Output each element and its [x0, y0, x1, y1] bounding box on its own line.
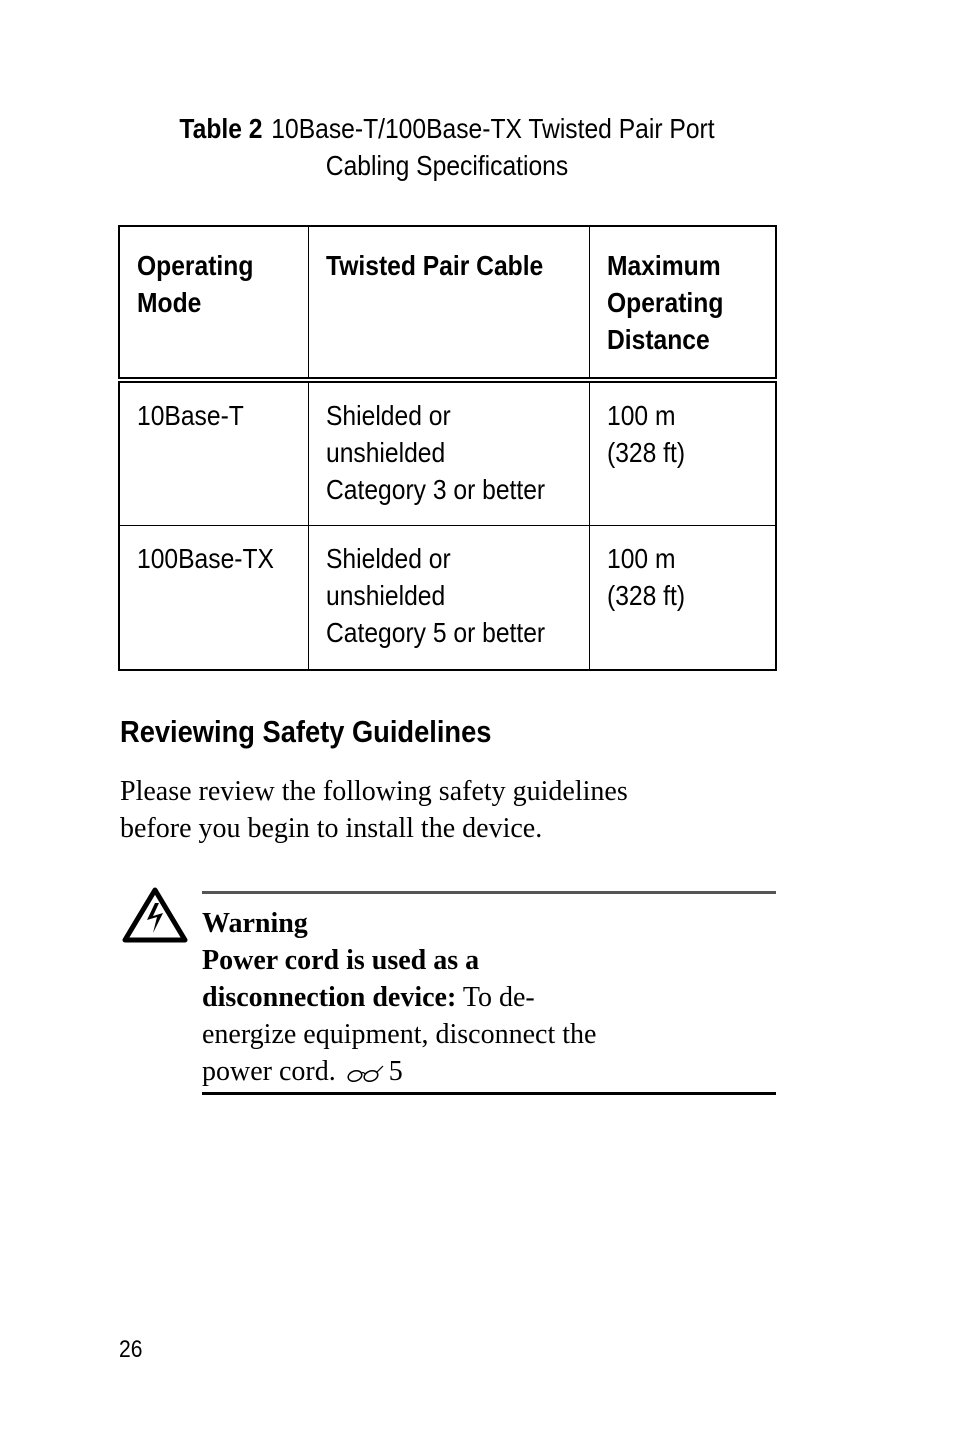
cell-mode: 10Base-T	[119, 380, 308, 525]
page-number: 26	[119, 1336, 143, 1363]
warning-lead-line-2: disconnection device:	[202, 982, 457, 1013]
header-max-distance: Maximum Operating Distance	[589, 226, 776, 380]
table-label: Table 2	[179, 113, 263, 144]
cell-distance: 100 m (328 ft)	[589, 380, 776, 525]
table-caption	[157, 110, 736, 184]
warning-body-line-1: To de-	[462, 982, 535, 1013]
table-row	[119, 380, 776, 525]
table-row	[119, 525, 776, 670]
header-twisted-pair-cable: Twisted Pair Cable	[308, 226, 589, 380]
warning-title: Warning	[202, 908, 308, 939]
electrical-hazard-warning-icon	[122, 886, 188, 944]
table-header-row	[119, 226, 776, 380]
table-title-line-2: Cabling Specifications	[325, 150, 569, 181]
warning-box	[202, 891, 776, 1095]
section-title: Reviewing Safety Guidelines	[120, 714, 492, 749]
cabling-spec-table	[118, 225, 777, 671]
cell-mode: 100Base-TX	[119, 525, 308, 670]
cell-cable: Shielded or unshielded Category 5 or better	[308, 525, 589, 670]
glasses-icon	[345, 1064, 385, 1084]
section-intro: Please review the following safety guidelines before you begin to install the device.	[120, 776, 628, 844]
cell-distance: 100 m (328 ft)	[606, 542, 685, 611]
header-operating-mode: Operating Mode	[119, 226, 308, 380]
warning-body-line-3: power cord.	[202, 1056, 336, 1087]
table-title-line-1: 10Base-T/100Base-TX Twisted Pair Port	[271, 113, 715, 144]
reference-number: 5	[388, 1056, 403, 1087]
warning-lead-line-1: Power cord is used as a	[202, 945, 480, 976]
cell-cable: Shielded or unshielded Category 3 or better	[308, 380, 589, 525]
warning-body-line-2: energize equipment, disconnect the	[202, 1019, 597, 1050]
